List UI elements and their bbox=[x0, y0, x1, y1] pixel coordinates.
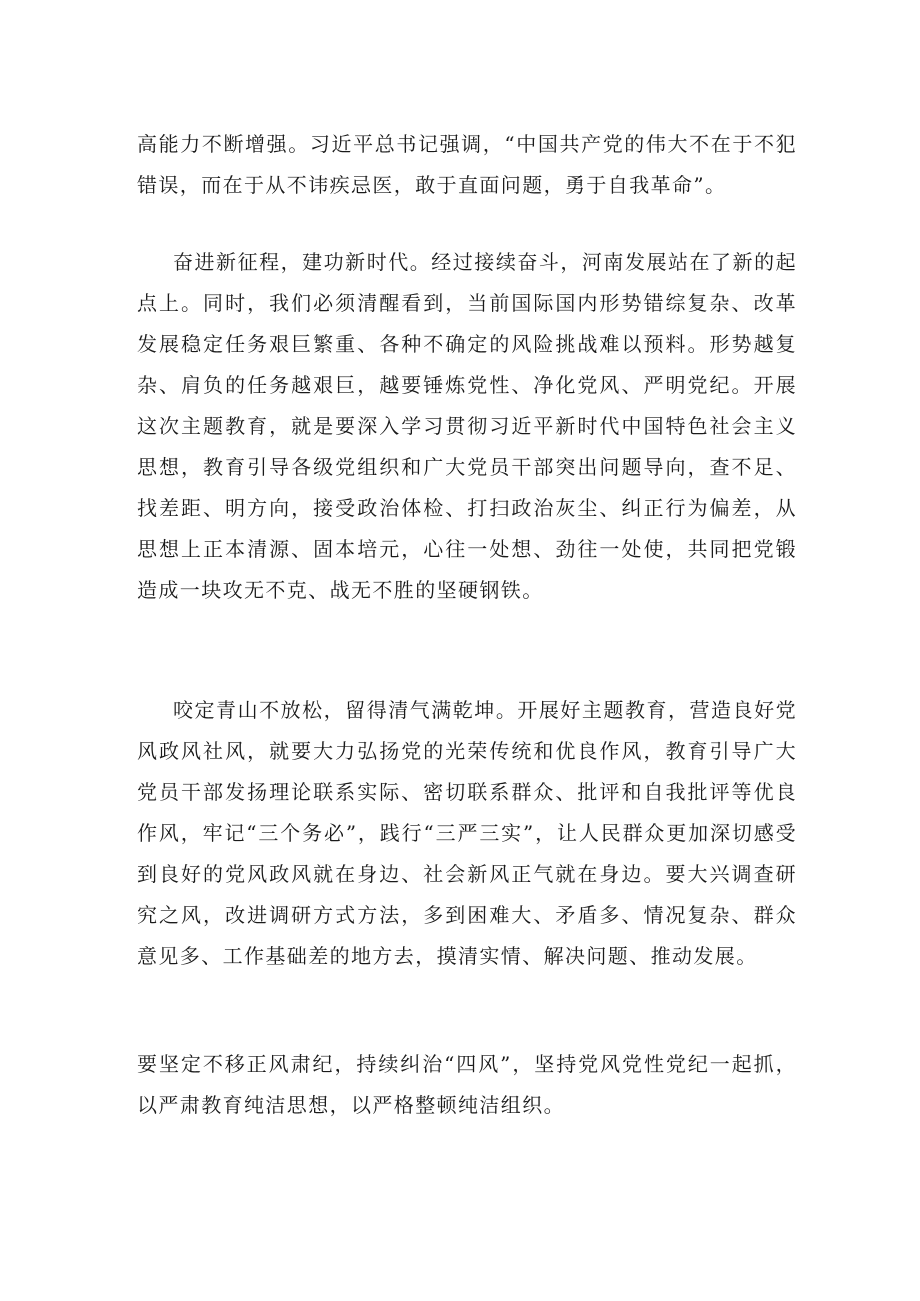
paragraph-discipline: 要坚定不移正风肃纪，持续纠治“四风”，坚持党风党性党纪一起抓，以严肃教育纯洁思想，以严格整顿纯洁组织。 bbox=[137, 1052, 797, 1117]
paragraph-green-mountains: 咬定青山不放松，留得清气满乾坤。开展好主题教育，营造良好党风政风社风，就要大力弘扬党的光荣传统和优良作风，教育引导广大党员干部发扬理论联系实际、密切联系群众、批评和自我批评等优良作风，牢记“三个务必”，践行“三严三实”，让人民群众更加深切感受到良好的党风政风就在身边、社会新风正气就在身边。要大兴调查研究之风，改进调研方式方法，多到困难大、矛盾多、情况复杂、群众意见多、工作基础差的地方去，摸清实情、解决问题、推动发展。 bbox=[137, 698, 797, 968]
paragraph-new-journey: 奋进新征程，建功新时代。经过接续奋斗，河南发展站在了新的起点上。同时，我们必须清醒看到，当前国际国内形势错综复杂、改革发展稳定任务艰巨繁重、各种不确定的风险挑战难以预料。形势越复杂、肩负的任务越艰巨，越要锤炼党性、净化党风、严明党纪。开展这次主题教育，就是要深入学习贯彻习近平新时代中国特色社会主义思想，教育引导各级党组织和广大党员干部突出问题导向，查不足、找差距、明方向，接受政治体检、打扫政治灰尘、纠正行为偏差，从思想上正本清源、固本培元，心往一处想、劲往一处使，共同把党锻造成一块攻无不克、战无不胜的坚硬钢铁。 bbox=[137, 250, 797, 602]
paragraph-continuation: 高能力不断增强。习近平总书记强调，“中国共产党的伟大不在于不犯错误，而在于从不讳疾忌医，敢于直面问题，勇于自我革命”。 bbox=[137, 132, 797, 197]
